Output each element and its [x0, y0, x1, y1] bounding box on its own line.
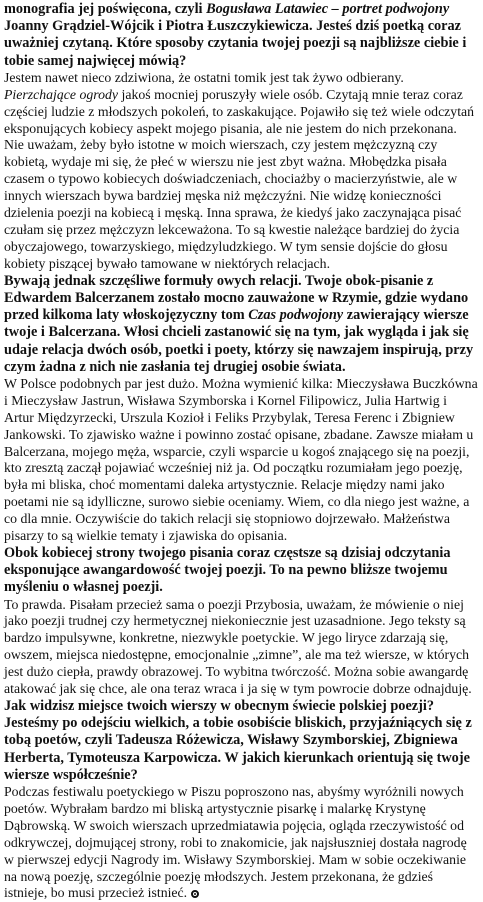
text-segment: W Polsce podobnych par jest dużo. Można wymienić kilka: Mieczysława Buczkówna i Mieczysław Jastrun, Wisława Szymborska i Kornel Filipowicz, Julia Hartwig i Artur Międzyrzecki, Urszula Kozioł i Feliks Przybylak, Teresa Ferenc i Zbigniew Jankowski. To zjawisko ważne i powinno zostać opisane, zbadane. Zawsze miałam u Balcerzana, mojego męża, wsparcie, czyli wsparcie u kogoś znającego się na poezji, kto zresztą zaczął pojawiać wcześniej niż ja. Od początku rozumiałam jego poezję, była mi bliska, choć momentami daleka artystycznie. Relacje między nami jako poetami nie są idylliczne, surowo siebie oceniamy. Wiem, co dla niego jest ważne, a co dla mnie. Oczywiście do takich relacji się stopniowo dojrzewało. Małżeństwa pisarzy to są wielkie tematy i zjawiska do opisania.: [4, 375, 478, 544]
text-segment: Jak widzisz miejsce twoich wierszy w obecnym świecie polskiej poezji? Jesteśmy po odejściu wielkich, a tobie osobiście bliskich, przyjaźniących się z tobą poetów, czyli Tadeusza Różewicza, Wisławy Szymborskiej, Zbigniewa Herberta, Tymoteusza Karpowicza. W jakich kierunkach orientują się twoje wiersze współcześnie?: [4, 698, 472, 783]
interview-question: [4, 698, 479, 784]
italic-title: Bogusława Latawiec – portret podwojony: [206, 1, 450, 17]
interview-answer: [4, 376, 479, 545]
text-segment: monografia jej poświęcona, czyli: [4, 1, 207, 17]
italic-title: Pierzchające ogrody: [4, 86, 119, 102]
interview-question: [4, 273, 479, 376]
interview-question: [4, 1, 479, 70]
text-segment: Obok kobiecej strony twojego pisania coraz częstsze są dzisiaj odczytania eksponujące awangardowość twojej poezji. To na pewno bliższe twojemu myśleniu o własnej poezji.: [4, 544, 451, 596]
text-segment: Podczas festiwalu poetyckiego w Piszu poproszono nas, abyśmy wyróżnili nowych poetów. Wybrałam bardzo mi bliską artystycznie pisarkę i malarkę Krystynę Dąbrowską. W swoich wierszach uprzedmiatawia pojęcia, ogląda rzeczywistość od odkrywczej, dojmującej strony, robi to znakomicie, jak najsłuszniej dostała nagrodę w pierwszej edycji Nagrody im. Wisławy Szymborskiej. Mam w sobie oczekiwanie na nową poezję, szczególnie poezję młodszych. Jestem przekonana, że gdzieś istnieje, bo musi przecież istnieć.: [4, 784, 467, 901]
end-of-article-icon: [191, 890, 199, 898]
interview-answer: [4, 70, 479, 273]
interview-question: [4, 545, 479, 597]
text-segment: zawierający wiersze twoje i Balcerzana. Włosi chcieli zastanowić się na tym, jak wygląda i jak się udaje relacja dwóch osób, poetki i poety, którzy się nawzajem inspirują, przy czym żadna z nich nie zasłania tej drugiej osobie świata.: [4, 307, 474, 375]
interview-answer: [4, 597, 479, 698]
text-segment: Joanny Grądziel-Wójcik i Piotra Łuszczykiewicza. Jesteś dziś poetką coraz uważniej czytaną. Które sposoby czytania twojej poezji są najbliższe ciebie i tobie samej najwięcej mówią?: [4, 18, 467, 69]
text-segment: jakoś mocniej poruszyły wiele osób. Czytają mnie teraz coraz częściej ludzie z młodszych pokoleń, to zaskakujące. Pojawiło się też wiele odczytań eksponujących kobiecy aspekt mojego pisania, ale nie jestem do nich przekonana. Nie uważam, żeby było istotne w moich wierszach, czy jestem mężczyzną czy kobietą, wydaje mi się, że płeć w wierszu nie jest zbyt ważna. Młobędzka pisała czasem o typowo kobiecych doświadczeniach, chociażby o macierzyństwie, ale w innych wierszach bywa bardziej męska niż mężczyźni. Nie widzę konieczności dzielenia poezji na kobiecą i męską. Inna sprawa, że kiedyś jako zaczynająca pisać czułam się przez mężczyzn lekceważona. To są kwestie należące bardziej do życia obyczajowego, towarzyskiego, międzyludzkiego. W tym sensie dojście do głosu kobiety piszącej bywało tamowane w niektórych relacjach.: [4, 86, 475, 271]
text-segment: Bywają jednak szczęśliwe formuły owych relacji. Twoje obok-pisanie z Edwardem Balcerzanem zostało mocno zauważone w Rzymie, gdzie wydano przed kilkoma laty włoskojęzyczny tom: [4, 272, 469, 324]
text-segment: To prawda. Pisałam przecież sama o poezji Przybosia, uważam, że mówienie o niej jako poezji trudnej czy hermetycznej niekoniecznie jest uzasadnione. Jego teksty są bardzo impulsywne, konkretne, niezwykle poetyckie. W jego liryce zdarzają się, owszem, miejsca niedostępne, emocjonalnie „zimne”, ale ma też wiersze, w których jest dużo ciepła, prawdy obrazowej. To wybitna twórczość. Można sobie awangardę atakować jak się chce, ale ona teraz wraca i ja się w tym powrocie dobrze odnajduję.: [4, 596, 472, 697]
italic-title: Czas podwojony: [248, 307, 344, 324]
text-segment: Jestem nawet nieco zdziwiona, że ostatni tomik jest tak żywo odbierany.: [4, 69, 404, 85]
interview-answer: [4, 784, 479, 902]
